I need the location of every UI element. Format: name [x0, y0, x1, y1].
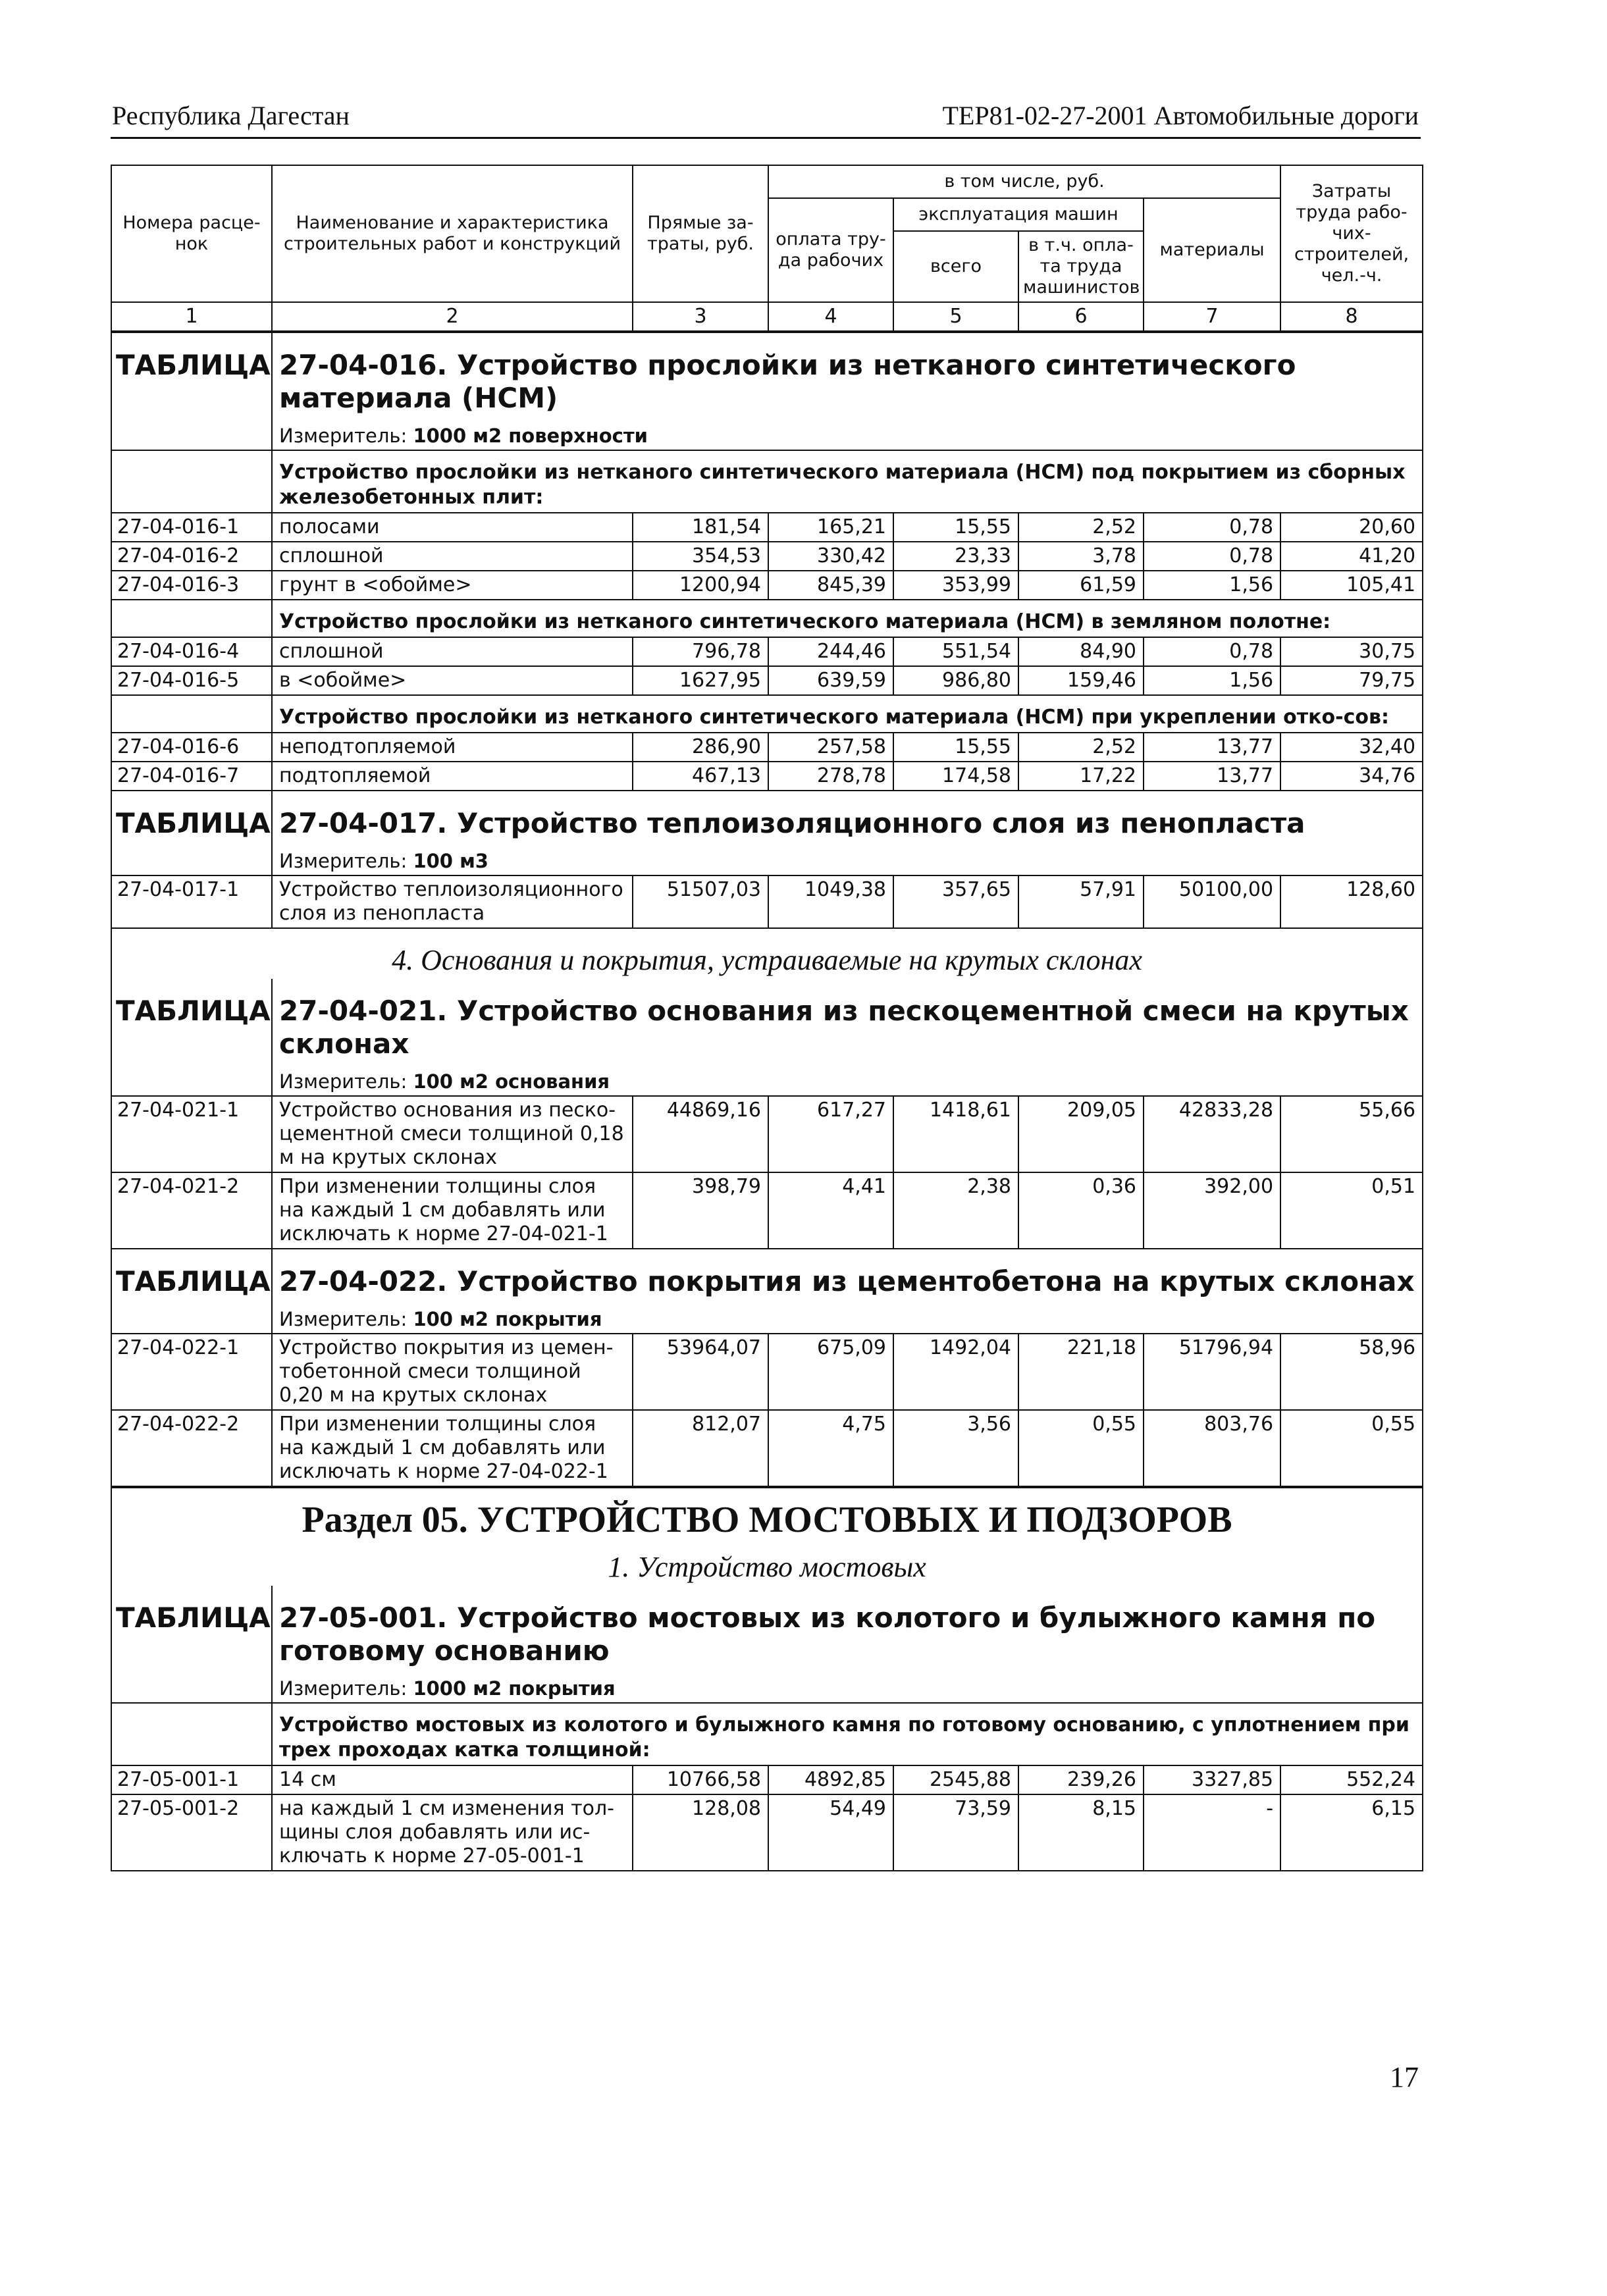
- group-heading-row: [111, 450, 1423, 513]
- worker-pay: 845,39: [768, 571, 893, 600]
- table-row: [111, 666, 1423, 695]
- header-rule: [111, 137, 1421, 139]
- rate-code: 27-04-016-5: [111, 666, 272, 695]
- col-header-labor: Затраты труда рабо-чих-строителей, чел.-ч.: [1280, 165, 1423, 302]
- rate-code: 27-04-021-2: [111, 1172, 272, 1249]
- group-heading-row: [111, 695, 1423, 733]
- group-heading: Устройство прослойки из нетканого синтетического материала (НСМ) под покрытием из сборных железобетонных плит:: [272, 450, 1423, 513]
- group-heading: Устройство прослойки из нетканого синтетического материала (НСМ) при укреплении отко-сов:: [272, 695, 1423, 733]
- work-name: Устройство покрытия из цемен-тобетонной смеси толщиной 0,20 м на крутых склонах: [272, 1334, 633, 1410]
- column-number: 6: [1018, 302, 1144, 332]
- group-spacer: [111, 695, 272, 733]
- table-title-label: ТАБЛИЦА: [111, 791, 272, 845]
- labor-hours: 79,75: [1280, 666, 1423, 695]
- materials: 13,77: [1144, 762, 1280, 791]
- rate-code: 27-04-022-2: [111, 1410, 272, 1487]
- operator-pay: 2,52: [1018, 733, 1144, 762]
- work-name: на каждый 1 см изменения тол-щины слоя добавлять или ис-ключать к норме 27-05-001-1: [272, 1794, 633, 1871]
- direct-cost: 286,90: [633, 733, 768, 762]
- work-name: грунт в <обойме>: [272, 571, 633, 600]
- machines-total: 357,65: [893, 875, 1018, 928]
- subsection-title: 1. Устройство мостовых: [111, 1536, 1423, 1586]
- work-name: 14 см: [272, 1765, 633, 1794]
- worker-pay: 617,27: [768, 1096, 893, 1172]
- direct-cost: 10766,58: [633, 1765, 768, 1794]
- machines-total: 1418,61: [893, 1096, 1018, 1172]
- worker-pay: 330,42: [768, 542, 893, 571]
- machines-total: 15,55: [893, 733, 1018, 762]
- group-heading-row: [111, 600, 1423, 637]
- rate-code: 27-05-001-1: [111, 1765, 272, 1794]
- work-name: При изменении толщины слоя на каждый 1 см добавлять или исключать к норме 27-04-021-1: [272, 1172, 633, 1249]
- table-title-label: ТАБЛИЦА: [111, 1586, 272, 1673]
- worker-pay: 4,75: [768, 1410, 893, 1487]
- measure-prefix: Измеритель:: [279, 1070, 408, 1093]
- column-number: 3: [633, 302, 768, 332]
- rates-table: [111, 165, 1423, 1871]
- direct-cost: 354,53: [633, 542, 768, 571]
- group-heading: Устройство мостовых из колотого и булыжного камня по готовому основанию, с уплотнением при трех проходах катка толщиной:: [272, 1703, 1423, 1765]
- subsection-row: [111, 1536, 1423, 1586]
- materials: -: [1144, 1794, 1280, 1871]
- measure-prefix: Измеритель:: [279, 425, 408, 447]
- table-row: [111, 637, 1423, 666]
- machines-total: 2,38: [893, 1172, 1018, 1249]
- direct-cost: 812,07: [633, 1410, 768, 1487]
- machines-total: 986,80: [893, 666, 1018, 695]
- worker-pay: 244,46: [768, 637, 893, 666]
- measure-value: 100 м2 основания: [413, 1070, 610, 1093]
- materials: 803,76: [1144, 1410, 1280, 1487]
- materials: 50100,00: [1144, 875, 1280, 928]
- rate-code: 27-04-016-7: [111, 762, 272, 791]
- measure-prefix: Измеритель:: [279, 1677, 408, 1700]
- measure-unit: [272, 845, 1423, 875]
- materials: 3327,85: [1144, 1765, 1280, 1794]
- labor-hours: 32,40: [1280, 733, 1423, 762]
- work-name: Устройство основания из песко-цементной смеси толщиной 0,18 м на крутых склонах: [272, 1096, 633, 1172]
- table-row: [111, 1410, 1423, 1487]
- measure-unit: [272, 420, 1423, 450]
- labor-hours: 34,76: [1280, 762, 1423, 791]
- operator-pay: 3,78: [1018, 542, 1144, 571]
- machines-total: 73,59: [893, 1794, 1018, 1871]
- table-row: [111, 1172, 1423, 1249]
- worker-pay: 1049,38: [768, 875, 893, 928]
- col-header-materials: материалы: [1144, 198, 1280, 302]
- labor-hours: 6,15: [1280, 1794, 1423, 1871]
- machines-total: 551,54: [893, 637, 1018, 666]
- measure-spacer: [111, 1303, 272, 1334]
- labor-hours: 105,41: [1280, 571, 1423, 600]
- operator-pay: 61,59: [1018, 571, 1144, 600]
- worker-pay: 675,09: [768, 1334, 893, 1410]
- group-spacer: [111, 1703, 272, 1765]
- group-spacer: [111, 450, 272, 513]
- col-header-direct-cost: Прямые за-траты, руб.: [633, 165, 768, 302]
- materials: 13,77: [1144, 733, 1280, 762]
- labor-hours: 30,75: [1280, 637, 1423, 666]
- column-number: 4: [768, 302, 893, 332]
- measure-row: [111, 1066, 1423, 1096]
- operator-pay: 17,22: [1018, 762, 1144, 791]
- labor-hours: 0,51: [1280, 1172, 1423, 1249]
- rate-code: 27-04-021-1: [111, 1096, 272, 1172]
- table-title-label: ТАБЛИЦА: [111, 1249, 272, 1303]
- group-heading-row: [111, 1703, 1423, 1765]
- measure-row: [111, 1303, 1423, 1334]
- col-header-operator-pay: в т.ч. опла-та труда машинистов: [1018, 231, 1144, 302]
- worker-pay: 257,58: [768, 733, 893, 762]
- machines-total: 2545,88: [893, 1765, 1018, 1794]
- worker-pay: 639,59: [768, 666, 893, 695]
- operator-pay: 159,46: [1018, 666, 1144, 695]
- worker-pay: 165,21: [768, 513, 893, 542]
- rate-code: 27-04-022-1: [111, 1334, 272, 1410]
- measure-unit: [272, 1673, 1423, 1703]
- labor-hours: 41,20: [1280, 542, 1423, 571]
- column-number: 1: [111, 302, 272, 332]
- rate-code: 27-05-001-2: [111, 1794, 272, 1871]
- work-name: полосами: [272, 513, 633, 542]
- direct-cost: 128,08: [633, 1794, 768, 1871]
- table-row: [111, 513, 1423, 542]
- measure-value: 100 м2 покрытия: [413, 1308, 602, 1330]
- materials: 0,78: [1144, 513, 1280, 542]
- labor-hours: 128,60: [1280, 875, 1423, 928]
- operator-pay: 84,90: [1018, 637, 1144, 666]
- measure-unit: [272, 1303, 1423, 1334]
- work-name: При изменении толщины слоя на каждый 1 см добавлять или исключать к норме 27-04-022-1: [272, 1410, 633, 1487]
- machines-total: 3,56: [893, 1410, 1018, 1487]
- machines-total: 174,58: [893, 762, 1018, 791]
- col-header-machines-total: всего: [893, 231, 1018, 302]
- measure-value: 1000 м2 покрытия: [413, 1677, 616, 1700]
- worker-pay: 4892,85: [768, 1765, 893, 1794]
- operator-pay: 209,05: [1018, 1096, 1144, 1172]
- work-name: сплошной: [272, 637, 633, 666]
- operator-pay: 239,26: [1018, 1765, 1144, 1794]
- worker-pay: 54,49: [768, 1794, 893, 1871]
- table-row: [111, 875, 1423, 928]
- section-row: [111, 1487, 1423, 1536]
- machines-total: 1492,04: [893, 1334, 1018, 1410]
- operator-pay: 0,36: [1018, 1172, 1144, 1249]
- direct-cost: 51507,03: [633, 875, 768, 928]
- measure-spacer: [111, 1066, 272, 1096]
- rate-code: 27-04-017-1: [111, 875, 272, 928]
- measure-spacer: [111, 845, 272, 875]
- materials: 392,00: [1144, 1172, 1280, 1249]
- header-document-code: ТЕР81-02-27-2001 Автомобильные дороги: [942, 101, 1419, 130]
- table-row: [111, 762, 1423, 791]
- materials: 1,56: [1144, 666, 1280, 695]
- table-row: [111, 1794, 1423, 1871]
- table-title: 27-04-016. Устройство прослойки из нетканого синтетического материала (НСМ): [272, 332, 1423, 420]
- col-header-worker-pay: оплата тру-да рабочих: [768, 198, 893, 302]
- table-row: [111, 1096, 1423, 1172]
- rate-code: 27-04-016-2: [111, 542, 272, 571]
- labor-hours: 20,60: [1280, 513, 1423, 542]
- subsection-title: 4. Основания и покрытия, устраиваемые на крутых склонах: [111, 928, 1423, 979]
- work-name: сплошной: [272, 542, 633, 571]
- section-title: Раздел 05. УСТРОЙСТВО МОСТОВЫХ И ПОДЗОРОВ: [111, 1487, 1423, 1536]
- col-header-code: Номера расце-нок: [111, 165, 272, 302]
- direct-cost: 796,78: [633, 637, 768, 666]
- subsection-row: [111, 928, 1423, 979]
- measure-value: 1000 м2 поверхности: [413, 425, 648, 447]
- machines-total: 23,33: [893, 542, 1018, 571]
- materials: 0,78: [1144, 637, 1280, 666]
- measure-value: 100 м3: [413, 850, 488, 872]
- direct-cost: 44869,16: [633, 1096, 768, 1172]
- table-title: 27-05-001. Устройство мостовых из колотого и булыжного камня по готовому основанию: [272, 1586, 1423, 1673]
- table-title: 27-04-017. Устройство теплоизоляционного слоя из пенопласта: [272, 791, 1423, 845]
- labor-hours: 552,24: [1280, 1765, 1423, 1794]
- labor-hours: 55,66: [1280, 1096, 1423, 1172]
- measure-unit: [272, 1066, 1423, 1096]
- col-header-name: Наименование и характеристика строительных работ и конструкций: [272, 165, 633, 302]
- direct-cost: 1200,94: [633, 571, 768, 600]
- table-title: 27-04-022. Устройство покрытия из цементобетона на крутых склонах: [272, 1249, 1423, 1303]
- col-header-including: в том числе, руб.: [768, 165, 1280, 198]
- measure-row: [111, 1673, 1423, 1703]
- work-name: подтопляемой: [272, 762, 633, 791]
- table-body: [111, 332, 1423, 1871]
- column-number: 2: [272, 302, 633, 332]
- work-name: в <обойме>: [272, 666, 633, 695]
- col-header-machines: эксплуатация машин: [893, 198, 1144, 231]
- measure-prefix: Измеритель:: [279, 1308, 408, 1330]
- work-name: неподтопляемой: [272, 733, 633, 762]
- group-spacer: [111, 600, 272, 637]
- measure-row: [111, 845, 1423, 875]
- table-row: [111, 1334, 1423, 1410]
- operator-pay: 2,52: [1018, 513, 1144, 542]
- table-title-row: [111, 791, 1423, 845]
- page-number: 17: [1390, 2061, 1419, 2093]
- materials: 0,78: [1144, 542, 1280, 571]
- table-title: 27-04-021. Устройство основания из пескоцементной смеси на крутых склонах: [272, 979, 1423, 1066]
- worker-pay: 278,78: [768, 762, 893, 791]
- materials: 42833,28: [1144, 1096, 1280, 1172]
- table-title-row: [111, 332, 1423, 420]
- table-title-row: [111, 979, 1423, 1066]
- operator-pay: 0,55: [1018, 1410, 1144, 1487]
- column-number: 5: [893, 302, 1018, 332]
- rates-sheet: [111, 165, 1422, 1871]
- materials: 51796,94: [1144, 1334, 1280, 1410]
- work-name: Устройство теплоизоляционного слоя из пенопласта: [272, 875, 633, 928]
- measure-spacer: [111, 1673, 272, 1703]
- table-row: [111, 571, 1423, 600]
- machines-total: 15,55: [893, 513, 1018, 542]
- rate-code: 27-04-016-4: [111, 637, 272, 666]
- direct-cost: 1627,95: [633, 666, 768, 695]
- operator-pay: 57,91: [1018, 875, 1144, 928]
- table-row: [111, 733, 1423, 762]
- measure-row: [111, 420, 1423, 450]
- table-title-row: [111, 1586, 1423, 1673]
- column-numbers-row: [111, 302, 1423, 332]
- column-number: 7: [1144, 302, 1280, 332]
- table-header: [111, 165, 1423, 332]
- operator-pay: 8,15: [1018, 1794, 1144, 1871]
- header-region: Республика Дагестан: [112, 101, 350, 130]
- direct-cost: 53964,07: [633, 1334, 768, 1410]
- measure-prefix: Измеритель:: [279, 850, 408, 872]
- table-title-row: [111, 1249, 1423, 1303]
- materials: 1,56: [1144, 571, 1280, 600]
- table-row: [111, 1765, 1423, 1794]
- labor-hours: 0,55: [1280, 1410, 1423, 1487]
- rate-code: 27-04-016-1: [111, 513, 272, 542]
- group-heading: Устройство прослойки из нетканого синтетического материала (НСМ) в земляном полотне:: [272, 600, 1423, 637]
- direct-cost: 181,54: [633, 513, 768, 542]
- direct-cost: 467,13: [633, 762, 768, 791]
- measure-spacer: [111, 420, 272, 450]
- machines-total: 353,99: [893, 571, 1018, 600]
- rate-code: 27-04-016-6: [111, 733, 272, 762]
- labor-hours: 58,96: [1280, 1334, 1423, 1410]
- table-title-label: ТАБЛИЦА: [111, 332, 272, 420]
- direct-cost: 398,79: [633, 1172, 768, 1249]
- worker-pay: 4,41: [768, 1172, 893, 1249]
- column-number: 8: [1280, 302, 1423, 332]
- operator-pay: 221,18: [1018, 1334, 1144, 1410]
- table-title-label: ТАБЛИЦА: [111, 979, 272, 1066]
- rate-code: 27-04-016-3: [111, 571, 272, 600]
- table-row: [111, 542, 1423, 571]
